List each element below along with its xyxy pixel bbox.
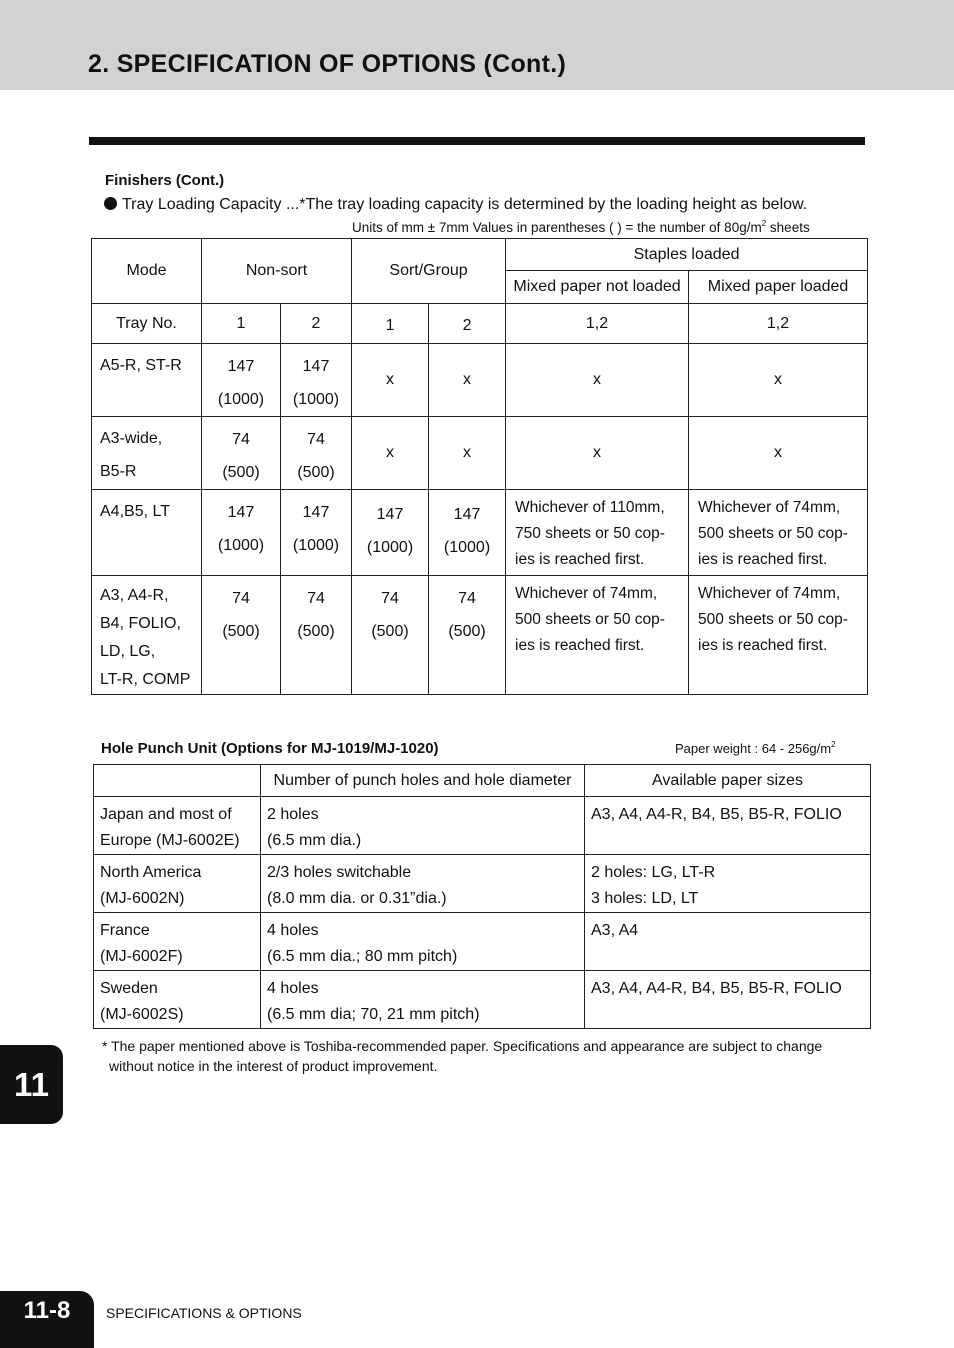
value-cell: 74 (500): [202, 417, 281, 490]
region-cell: France (MJ-6002F): [94, 913, 261, 971]
value-cell: 147 (1000): [429, 490, 506, 576]
tray-no-label: Tray No.: [92, 304, 202, 344]
page-title: 2. SPECIFICATION OF OPTIONS (Cont.): [88, 50, 567, 78]
value-cell: x: [429, 344, 506, 417]
value-cell: x: [506, 417, 689, 490]
holes-cell: 2 holes (6.5 mm dia.): [261, 797, 585, 855]
value-cell: 147 (1000): [281, 344, 352, 417]
holes-cell: 4 holes (6.5 mm dia; 70, 21 mm pitch): [261, 971, 585, 1029]
value-cell: x: [352, 417, 429, 490]
header-staples-loaded: Staples loaded: [506, 239, 868, 271]
table-row: [92, 344, 868, 417]
value-cell: 74 (500): [281, 417, 352, 490]
value-cell: x: [429, 417, 506, 490]
header-mode: Mode: [92, 239, 202, 304]
value-cell: 74 (500): [429, 576, 506, 695]
header-non-sort: Non-sort: [202, 239, 352, 304]
header-mixed-loaded: Mixed paper loaded: [689, 271, 868, 304]
sizes-cell: A3, A4, A4-R, B4, B5, B5-R, FOLIO: [585, 971, 871, 1029]
table-row: [92, 490, 868, 576]
region-cell: North America (MJ-6002N): [94, 855, 261, 913]
table-row: [94, 797, 871, 855]
chapter-tab: 11: [0, 1045, 63, 1124]
value-cell: 74 (500): [352, 576, 429, 695]
table-row: [94, 913, 871, 971]
value-cell: 74 (500): [202, 576, 281, 695]
header-region: [94, 765, 261, 797]
table-row: [92, 576, 868, 695]
units-note-sup: 2: [761, 219, 767, 228]
region-cell: Sweden (MJ-6002S): [94, 971, 261, 1029]
value-cell: x: [689, 344, 868, 417]
tray-no-st2: 1,2: [689, 304, 868, 344]
tray-no-sg1: 1: [352, 304, 429, 344]
tray-no-row: [92, 304, 868, 344]
value-cell: x: [352, 344, 429, 417]
note-cell: Whichever of 74mm, 500 sheets or 50 cop- ies is reached first.: [689, 490, 868, 576]
mode-cell: A3, A4-R, B4, FOLIO, LD, LG, LT-R, COMP: [92, 576, 202, 695]
tray-no-sg2: 2: [429, 304, 506, 344]
value-cell: 74 (500): [281, 576, 352, 695]
mode-cell: A4,B5, LT: [92, 490, 202, 576]
table-row: [94, 855, 871, 913]
tray-no-ns1: 1: [202, 304, 281, 344]
value-cell: x: [689, 417, 868, 490]
value-cell: 147 (1000): [202, 344, 281, 417]
tray-no-st1: 1,2: [506, 304, 689, 344]
units-note-tail: sheets: [766, 220, 810, 235]
units-note-text: Units of mm ± 7mm Values in parentheses ( ) = the number of 80g/m: [352, 220, 762, 235]
paper-weight-text: Paper weight : 64 - 256g/m: [675, 741, 832, 756]
holes-cell: 2/3 holes switchable (8.0 mm dia. or 0.31”dia.): [261, 855, 585, 913]
footnote: [102, 1036, 862, 1076]
hole-punch-table: [93, 764, 871, 1029]
sizes-cell: 2 holes: LG, LT-R 3 holes: LD, LT: [585, 855, 871, 913]
tray-capacity-line: [104, 196, 807, 214]
sizes-cell: A3, A4, A4-R, B4, B5, B5-R, FOLIO: [585, 797, 871, 855]
header-holes: Number of punch holes and hole diameter: [261, 765, 585, 797]
paper-weight-sup: 2: [831, 740, 836, 749]
table-row: [92, 417, 868, 490]
holes-cell: 4 holes (6.5 mm dia.; 80 mm pitch): [261, 913, 585, 971]
section-rule: [89, 137, 865, 145]
value-cell: 147 (1000): [281, 490, 352, 576]
tray-capacity-text: Tray Loading Capacity ...*The tray loading capacity is determined by the loading height as below.: [122, 196, 808, 213]
mode-cell: A5-R, ST-R: [92, 344, 202, 417]
units-note: [352, 219, 810, 235]
note-cell: Whichever of 74mm, 500 sheets or 50 cop- ies is reached first.: [506, 576, 689, 695]
finishers-heading: Finishers (Cont.): [105, 172, 225, 189]
page-number: 11-8: [0, 1291, 94, 1348]
header-sizes: Available paper sizes: [585, 765, 871, 797]
tray-capacity-table: [91, 238, 868, 695]
footer-label: SPECIFICATIONS & OPTIONS: [106, 1305, 302, 1321]
note-cell: Whichever of 74mm, 500 sheets or 50 cop- ies is reached first.: [689, 576, 868, 695]
paper-weight-note: [675, 740, 836, 756]
region-cell: Japan and most of Europe (MJ-6002E): [94, 797, 261, 855]
table-row: [94, 971, 871, 1029]
mode-cell: A3-wide, B5-R: [92, 417, 202, 490]
tray-no-ns2: 2: [281, 304, 352, 344]
value-cell: 147 (1000): [202, 490, 281, 576]
note-cell: Whichever of 110mm, 750 sheets or 50 cop- ies is reached first.: [506, 490, 689, 576]
header-mixed-not-loaded: Mixed paper not loaded: [506, 271, 689, 304]
hole-punch-heading: Hole Punch Unit (Options for MJ-1019/MJ-1020): [101, 740, 439, 757]
footnote-line: without notice in the interest of product improvement.: [109, 1058, 438, 1074]
bullet-icon: [104, 197, 117, 210]
value-cell: 147 (1000): [352, 490, 429, 576]
value-cell: x: [506, 344, 689, 417]
header-sort-group: Sort/Group: [352, 239, 506, 304]
sizes-cell: A3, A4: [585, 913, 871, 971]
footnote-line: * The paper mentioned above is Toshiba-recommended paper. Specifications and appearance are subject to change: [102, 1038, 823, 1054]
